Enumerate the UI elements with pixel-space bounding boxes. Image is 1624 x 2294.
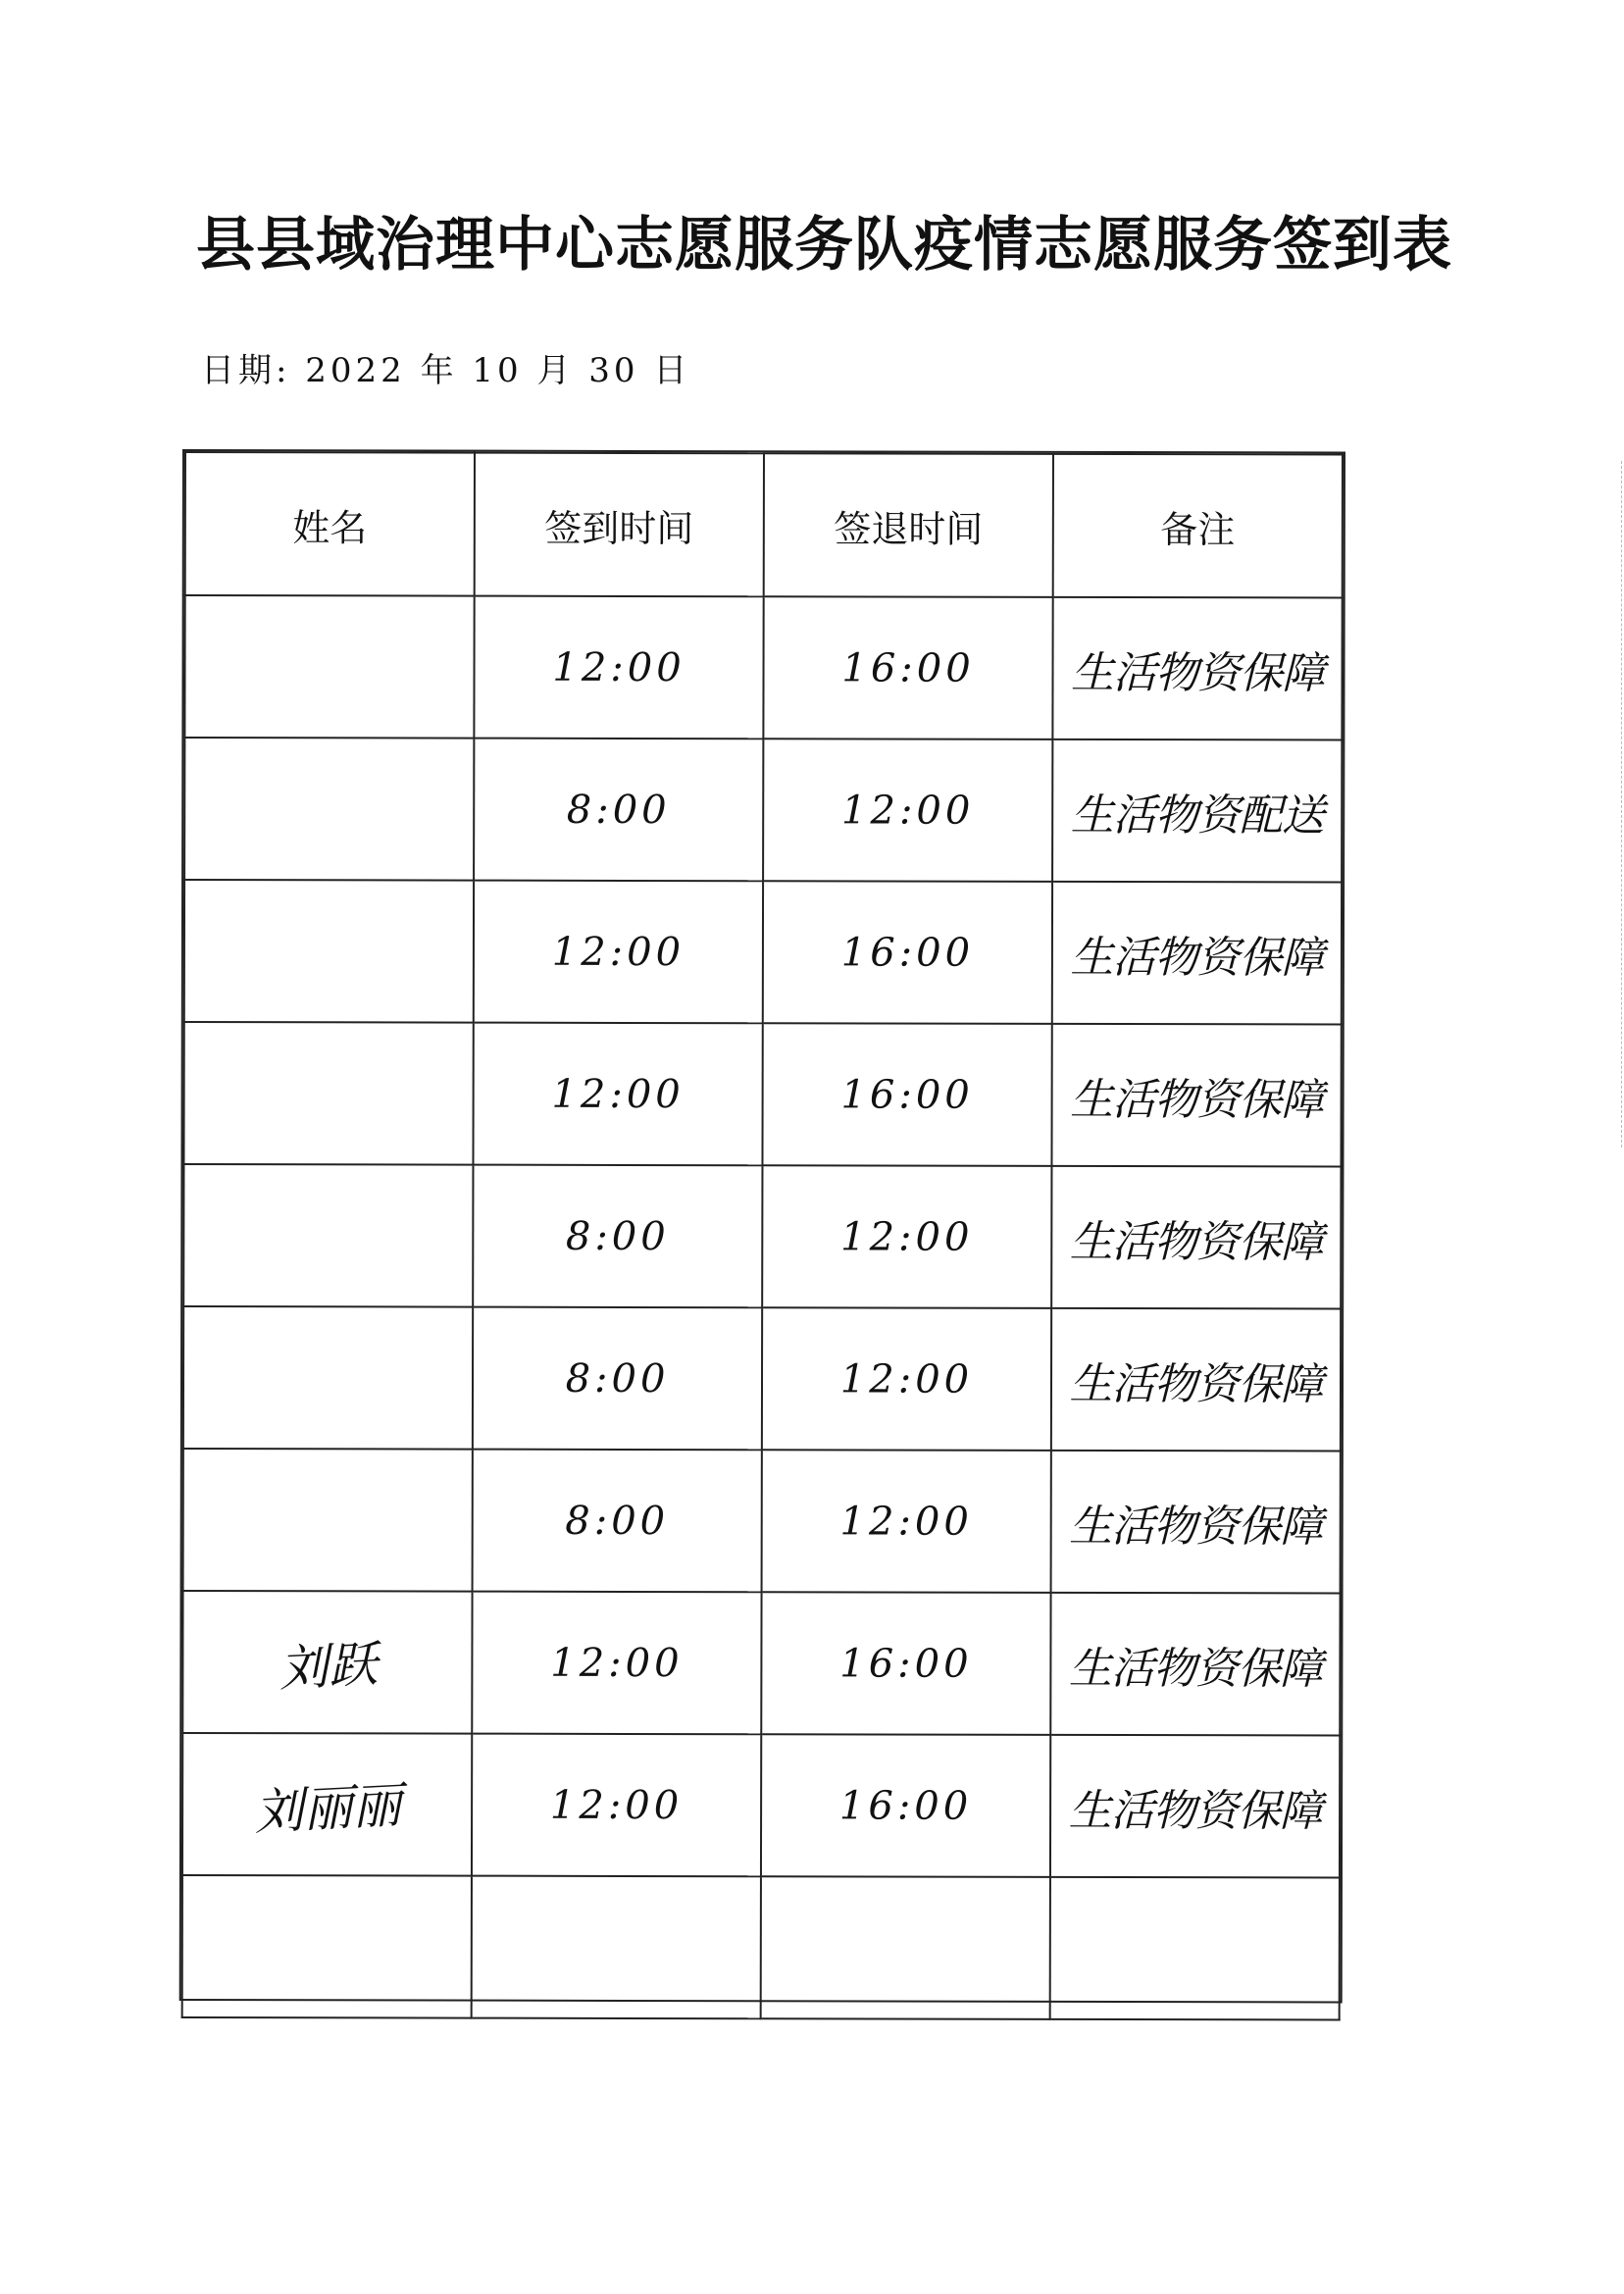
note-cell <box>1050 1877 1340 2020</box>
sign-out-time: 16:00 <box>840 929 975 976</box>
sign-in-time: 8:00 <box>565 1355 670 1402</box>
note-cell <box>1051 1451 1341 1594</box>
name-cell <box>182 1591 472 1734</box>
note-text: 生活物资配送 <box>1070 790 1324 841</box>
table-row <box>184 595 1342 739</box>
note-text: 生活物资保障 <box>1070 647 1325 698</box>
sign-in-time: 12:00 <box>550 1640 684 1686</box>
note-cell <box>1052 882 1342 1025</box>
header-name: 姓名 <box>185 452 475 596</box>
sign-in-time: 12:00 <box>551 1071 685 1117</box>
sign-in-cell <box>473 1307 762 1451</box>
note-cell <box>1052 739 1342 883</box>
handwritten-name: 刘丽丽 <box>252 1776 403 1841</box>
name-cell <box>183 1022 473 1165</box>
name-cell <box>184 595 474 739</box>
sign-in-time: 12:00 <box>552 644 685 690</box>
header-sign-out-time: 签退时间 <box>764 453 1053 597</box>
name-cell <box>182 1733 472 1876</box>
sign-out-time: 16:00 <box>839 1640 973 1687</box>
sign-in-cell <box>472 1592 761 1735</box>
document-title: 县县域治理中心志愿服务队疫情志愿服务签到表 <box>196 211 1452 280</box>
name-cell <box>182 1875 472 2018</box>
note-cell <box>1051 1024 1341 1167</box>
note-cell <box>1050 1735 1340 1878</box>
sign-out-cell <box>761 1592 1050 1735</box>
sign-out-cell <box>763 881 1052 1024</box>
sign-in-time: 8:00 <box>566 787 671 833</box>
sign-out-time: 12:00 <box>841 787 975 834</box>
sign-in-cell <box>474 739 763 882</box>
note-text: 生活物资保障 <box>1069 1358 1323 1409</box>
header-notes: 备注 <box>1053 454 1343 598</box>
table-row <box>183 1022 1341 1166</box>
scan-edge-marks <box>1618 461 1622 1147</box>
sign-out-cell <box>763 596 1052 739</box>
sign-in-cell <box>474 881 763 1024</box>
handwritten-name: 刘跃 <box>277 1635 379 1698</box>
sign-out-cell <box>761 1876 1050 2019</box>
date-line: 日期: 2022 年 10 月 30 日 <box>201 351 691 390</box>
table-row <box>184 738 1342 882</box>
sign-in-cell <box>473 1165 762 1308</box>
table-body <box>182 595 1343 2019</box>
table-row <box>184 880 1342 1024</box>
name-cell <box>184 880 474 1023</box>
name-cell <box>184 738 474 881</box>
sign-in-cell <box>472 1734 761 1877</box>
header-row <box>185 452 1343 597</box>
table-row <box>183 1164 1341 1308</box>
sign-out-time: 16:00 <box>838 1782 973 1829</box>
table-row <box>182 1733 1340 1877</box>
sign-out-time: 16:00 <box>840 1071 974 1118</box>
sign-in-time: 12:00 <box>551 929 685 975</box>
note-cell <box>1050 1593 1340 1736</box>
sign-out-time: 12:00 <box>839 1498 973 1545</box>
table-row <box>182 1591 1340 1735</box>
table-row <box>183 1449 1341 1593</box>
note-cell <box>1051 1308 1341 1452</box>
sign-out-cell <box>762 1165 1051 1308</box>
sign-in-cell <box>474 596 763 739</box>
sign-out-cell <box>762 1450 1051 1593</box>
sign-out-cell <box>762 1023 1051 1166</box>
name-cell <box>183 1164 473 1307</box>
note-text: 生活物资保障 <box>1070 1074 1324 1125</box>
note-text: 生活物资保障 <box>1070 932 1324 983</box>
sign-in-table <box>181 451 1344 2020</box>
sign-in-cell <box>473 1450 762 1593</box>
table-row-empty <box>182 1875 1340 2019</box>
table-row <box>183 1306 1341 1451</box>
sign-out-time: 12:00 <box>840 1213 974 1260</box>
note-text: 生活物资保障 <box>1068 1785 1322 1836</box>
header-sign-in-time: 签到时间 <box>475 453 764 597</box>
sign-in-time: 8:00 <box>565 1498 670 1544</box>
sign-out-time: 16:00 <box>841 644 975 691</box>
sign-in-cell <box>473 1023 762 1166</box>
note-text: 生活物资保障 <box>1068 1643 1322 1694</box>
name-cell <box>183 1449 473 1592</box>
note-text: 生活物资保障 <box>1069 1216 1323 1267</box>
sign-out-cell <box>763 739 1052 882</box>
sign-out-cell <box>761 1734 1050 1877</box>
note-text: 生活物资保障 <box>1069 1501 1323 1552</box>
note-cell <box>1051 1166 1341 1309</box>
sign-out-cell <box>762 1307 1051 1451</box>
sign-in-time: 8:00 <box>565 1213 670 1259</box>
sign-in-time: 12:00 <box>549 1782 684 1828</box>
sign-in-sheet <box>179 449 1345 2003</box>
sign-in-cell <box>472 1876 761 2019</box>
name-cell <box>183 1306 473 1450</box>
note-cell <box>1052 597 1342 740</box>
sign-out-time: 12:00 <box>839 1355 974 1402</box>
